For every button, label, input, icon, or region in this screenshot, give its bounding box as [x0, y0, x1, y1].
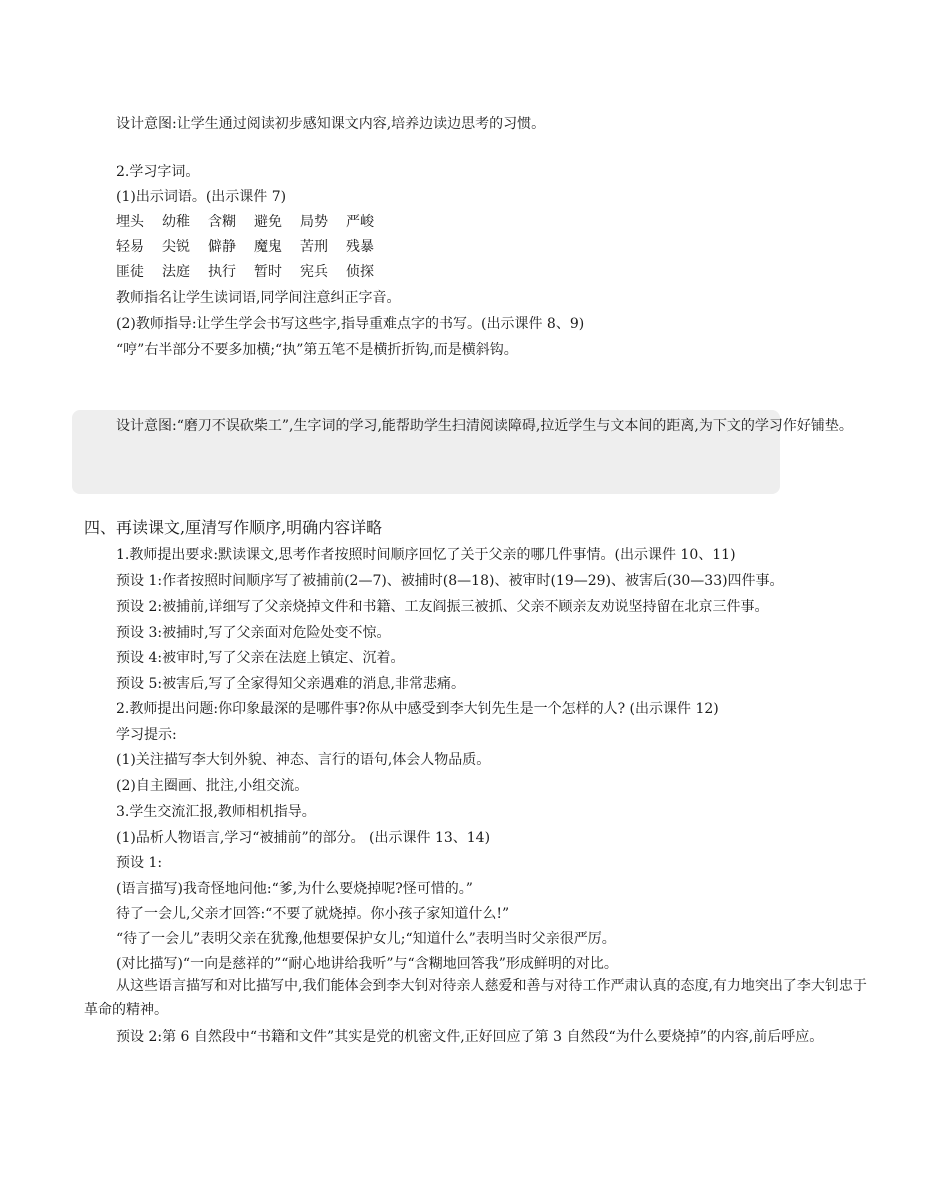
design-intent-1: 设计意图:让学生通过阅读初步感知课文内容,培养边读边思考的习惯。	[116, 116, 546, 132]
word: 魔鬼	[254, 239, 282, 255]
section-4-line: (2)自主圈画、批注,小组交流。	[116, 778, 309, 794]
section-4-line: 预设 3:被捕时,写了父亲面对危险处变不惊。	[116, 625, 391, 641]
word: 避免	[254, 214, 282, 230]
section-4-line: 预设 4:被审时,写了父亲在法庭上镇定、沉着。	[116, 650, 405, 666]
teacher-note: 教师指名让学生读词语,同学间注意纠正字音。	[116, 290, 401, 306]
section-4-line: 预设 5:被害后,写了全家得知父亲遇难的消息,非常悲痛。	[116, 676, 465, 692]
word: 执行	[208, 264, 236, 280]
word: 僻静	[208, 239, 236, 255]
word: 幼稚	[162, 214, 190, 230]
writing-tip: “哼”右半部分不要多加横;“执”第五笔不是横折折钩,而是横斜钩。	[116, 342, 518, 358]
word: 残暴	[346, 239, 374, 255]
word: 尖锐	[162, 239, 190, 255]
section-4-paragraph-1: 从这些语言描写和对比描写中,我们能体会到李大钊对待亲人慈爱和善与对待工作严肃认真的态度,有力地突出了李大钊忠于革命的精神。	[84, 978, 867, 1018]
section-4-line: 待了一会儿,父亲才回答:“不要了就烧掉。你小孩子家知道什么!”	[116, 906, 510, 922]
word: 严峻	[346, 214, 374, 230]
section-4-line: (语言描写)我奇怪地问他:“爹,为什么要烧掉呢?怪可惜的。”	[116, 881, 473, 897]
word-row-2	[116, 237, 392, 257]
section-4-line: “待了一会儿”表明父亲在犹豫,他想要保护女儿;“知道什么”表明当时父亲很严厉。	[116, 931, 616, 947]
section-4-line: 1.教师提出要求:默读课文,思考作者按照时间顺序回忆了关于父亲的哪几件事情。(出示课件 10、11)	[116, 547, 736, 563]
word: 轻易	[116, 239, 144, 255]
word: 含糊	[208, 214, 236, 230]
section-2-title: 2.学习字词。	[116, 164, 200, 180]
word-row-3	[116, 262, 392, 282]
word-row-1	[116, 212, 392, 232]
word: 匪徒	[116, 264, 144, 280]
section-4-line: 2.教师提出问题:你印象最深的是哪件事?你从中感受到李大钊先生是一个怎样的人? (出示课件 12)	[116, 701, 719, 717]
word: 侦探	[346, 264, 374, 280]
section-2-sub-1: (1)出示词语。(出示课件 7)	[116, 189, 287, 205]
word: 埋头	[116, 214, 144, 230]
word: 苦刑	[300, 239, 328, 255]
section-4-line: 学习提示:	[116, 727, 177, 743]
word: 宪兵	[300, 264, 328, 280]
word: 局势	[300, 214, 328, 230]
word: 暂时	[254, 264, 282, 280]
section-4-line: 预设 1:作者按照时间顺序写了被捕前(2—7)、被捕时(8—18)、被审时(19—29)、被害后(30—33)四件事。	[116, 573, 784, 589]
design-intent-2: 设计意图:“磨刀不误砍柴工”,生字词的学习,能帮助学生扫清阅读障碍,拉近学生与文本间的距离,为下文的学习作好铺垫。	[116, 418, 853, 434]
word: 法庭	[162, 264, 190, 280]
section-4-heading: 四、再读课文,厘清写作顺序,明确内容详略	[84, 518, 383, 537]
section-4-line: (1)关注描写李大钊外貌、神态、言行的语句,体会人物品质。	[116, 752, 491, 768]
section-4-line: 预设 1:	[116, 855, 163, 871]
section-4-paragraph-2: 预设 2:第 6 自然段中“书籍和文件”其实是党的机密文件,正好回应了第 3 自然段“为什么要烧掉”的内容,前后呼应。	[116, 1029, 824, 1045]
section-2-sub-2: (2)教师指导:让学生学会书写这些字,指导重难点字的书写。(出示课件 8、9)	[116, 316, 585, 332]
section-4-line: 3.学生交流汇报,教师相机指导。	[116, 804, 316, 820]
section-4-line: (对比描写)“一向是慈祥的”“耐心地讲给我听”与“含糊地回答我”形成鲜明的对比。	[116, 956, 618, 972]
section-4-line: 预设 2:被捕前,详细写了父亲烧掉文件和书籍、工友阎振三被抓、父亲不顾亲友劝说坚持留在北京三件事。	[116, 599, 769, 615]
section-4-line: (1)品析人物语言,学习“被捕前”的部分。 (出示课件 13、14)	[116, 830, 491, 846]
